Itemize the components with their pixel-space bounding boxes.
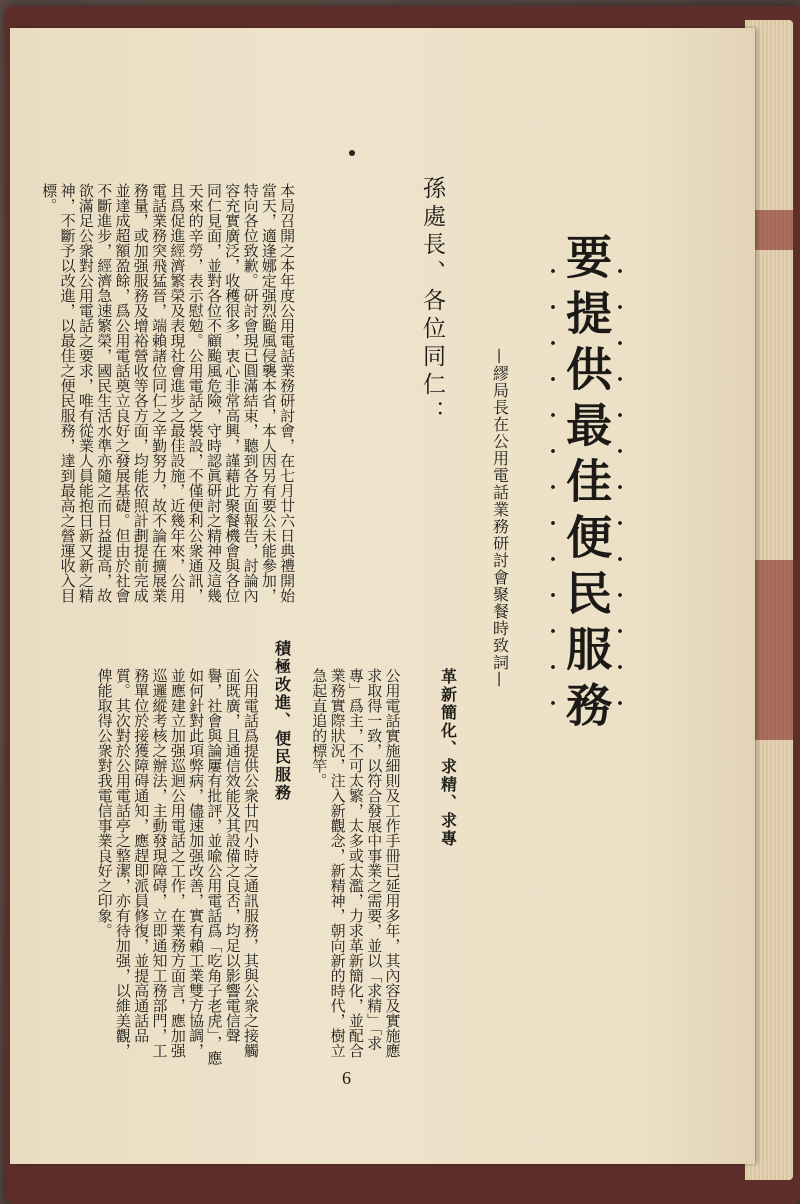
title-dot-ornament-left [548,253,558,713]
greeting: 孫處長、各位同仁： [419,176,446,428]
book-page [10,28,755,1164]
paragraph-3: 公用電話爲提供公衆廿四小時之通訊服務，其與公衆之接觸面既廣，且通信效能及其設備之良否，均足以影響電信聲譽，社會與論屢有批評，並喩公用電話爲「吃角子老虎」，應如何針對此項弊病，儘速加强改善，實有賴工業雙方協調，並應建立加强巡迴公用電話之工作，在業務方面言，應加强巡邏縱考核之辦法，主動發現障碍，立即通知工務部門，工務單位於接獲障碍通知，應趕即派員修復，並提高通話品質。其次對於公用電話亭之整潔，亦有待加强，以維美觀，俾能取得公衆對我電信事業良好之印象。 [95,668,260,1066]
paragraph-1: 本局召開之本年度公用電話業務研討會，在七月廿六日典禮開始當天，適逢娜定强烈颱風侵襲本省，本人因另有要公未能參加，特向各位致歉。研討會現已圓滿結束，聽到各方面報告，討論內容充實廣泛，收穫很多，衷心非常高興，謹藉此聚餐機會與各位同仁見面，並對各位不顧颱風危險，守時認眞研討之精神及這幾天來的辛勞，表示慰勉。公用電話之裝設，不僅便利公衆通訊，且爲促進經濟繁榮及表現社會進步之最佳設施，近幾年來，公用電話業務突飛猛晉，端賴諸位同仁之辛勤努力，故不論在擴展業務量，或加强服務及增裕營收等各方面，均能依照計劃提前完成並達成超額盈餘，爲公用電話奠立良好之發展基礎。但由於社會不斷進步，經濟急速繁榮，國民生活水準亦隨之而日益提高，故欲滿足公衆對公用電話之要求，唯有從業人員能抱日新又新之精神，不斷予以改進，以最佳之便民服務，達到最高之營運收入目標。 [40,183,297,603]
article-subtitle: —繆局長在公用電話業務研討會聚餐時致詞— [490,348,510,688]
section-heading-1: 革新簡化、求精、求專 [438,668,458,848]
ornament-dot [349,150,355,156]
paragraph-2: 公用電話實施細則及工作手冊已延用多年，其內容及實施應求取得一致，以符合發展中事業之需要，並以「求精」「求專」爲主，不可太繁，太多或太濫，力求革新簡化，並配合業務實際狀況，注入新觀念，新精神，朝向新的時代，樹立急起直追的標竿。 [310,668,402,1058]
section-heading-2: 積極改進、便民服務 [272,640,292,802]
page-number: 6 [342,1068,351,1088]
article-title: 要提供最佳便民服務 [559,233,614,737]
title-dot-ornament-right [615,253,625,713]
